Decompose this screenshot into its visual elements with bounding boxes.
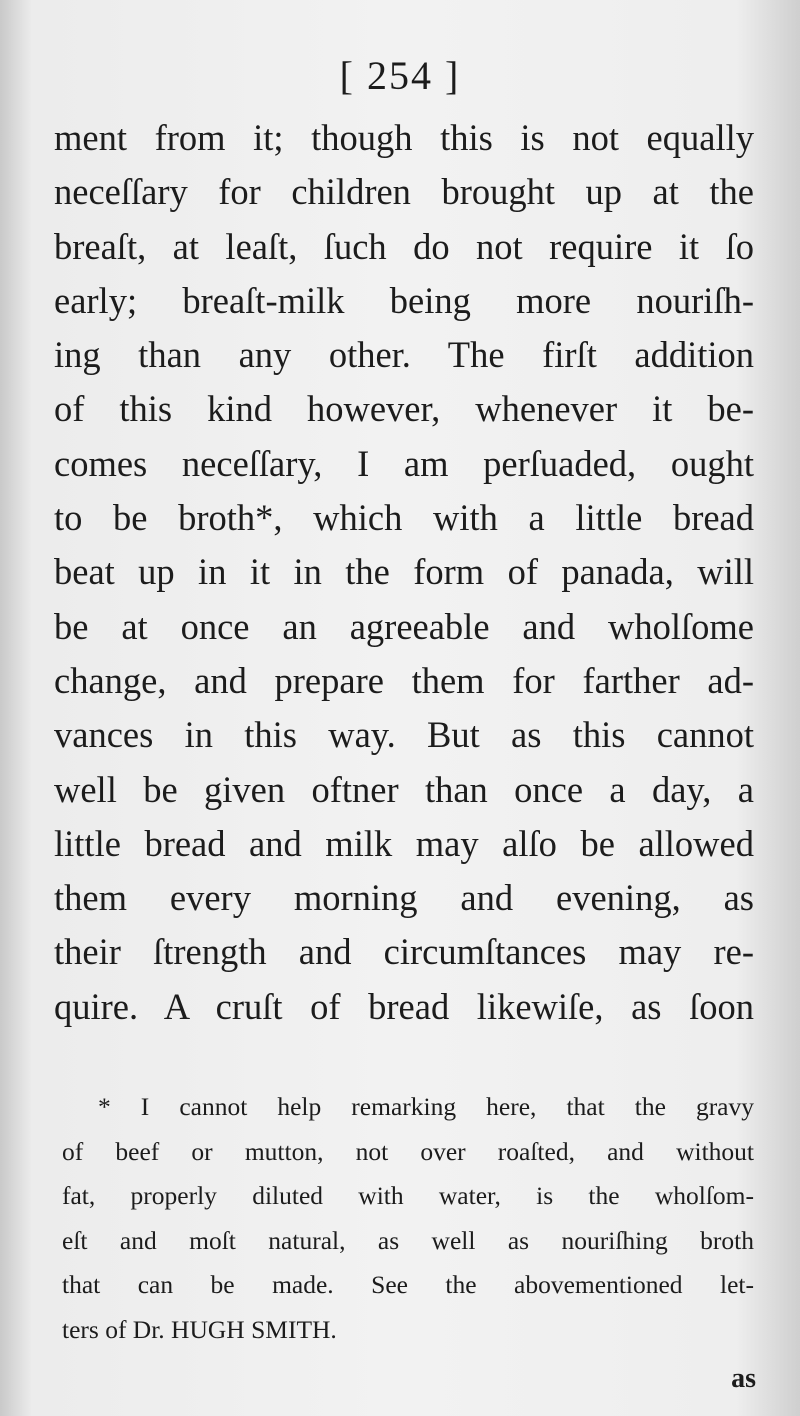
footnote [62, 1085, 754, 1353]
body-line: little bread and milk may alſo be allowed [54, 822, 754, 864]
footnote-line: eſt and moſt natural, as well as nouriſhing broth [62, 1225, 754, 1255]
body-line: their ſtrength and circumſtances may re- [54, 931, 754, 973]
body-line: be at once an agreeable and wholſome [54, 605, 754, 647]
footnote-line: that can be made. See the abovementioned let- [62, 1270, 754, 1300]
footnote-line: fat, properly diluted with water, is the wholſom- [62, 1181, 754, 1211]
body-line: ment from it; though this is not equally [54, 117, 754, 158]
footnote-line: * I cannot help remarking here, that the gravy [98, 1092, 754, 1121]
body-line: comes neceſſary, I am perſuaded, ought [54, 442, 754, 484]
body-line: early; breaſt-milk being more nouriſh- [54, 279, 754, 321]
body-line: to be broth*, which with a little bread [54, 497, 754, 539]
page-number: [ 254 ] [339, 53, 461, 98]
body-line: quire. A cruſt of bread likewiſe, as ſoon [54, 985, 754, 1027]
body-line: well be given oftner than once a day, a [54, 768, 754, 810]
body-line: breaſt, at leaſt, ſuch do not require it ſo [54, 225, 754, 267]
footnote-line: of beef or mutton, not over roaſted, and without [62, 1136, 754, 1166]
footnote-line: ters of Dr. HUGH SMITH. [62, 1314, 337, 1344]
body-line: neceſſary for children brought up at the [54, 171, 754, 213]
body-line: beat up in it in the form of panada, will [54, 551, 754, 593]
body-text [54, 111, 754, 1034]
body-line: of this kind however, whenever it be- [54, 388, 754, 430]
catchword: as [731, 1363, 756, 1394]
body-line: ing than any other. The firſt addition [54, 334, 754, 376]
body-line: change, and prepare them for farther ad- [54, 659, 754, 701]
body-line: vances in this way. But as this cannot [54, 714, 754, 756]
body-line: them every morning and evening, as [54, 877, 754, 919]
